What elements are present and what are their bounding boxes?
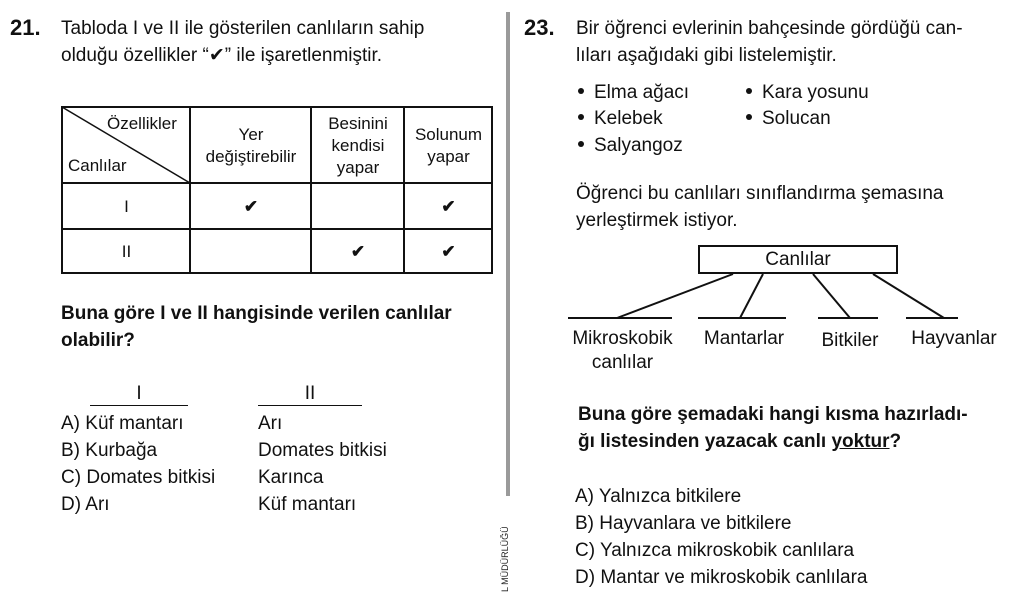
diagram-leaf-plants: Bitkiler bbox=[821, 330, 879, 351]
header-makes-food: Besinini kendisi yapar bbox=[328, 113, 388, 177]
check-mark: ✔ bbox=[243, 196, 259, 216]
bullet-icon bbox=[578, 141, 584, 147]
diagram-leaf-fungi: Mantarlar bbox=[703, 328, 785, 349]
classification-diagram-lines bbox=[560, 270, 960, 324]
question-23-stem-line1: Bir öğrenci evlerinin bahçesinde gördüğü can- bbox=[576, 18, 963, 39]
diagram-root-box: Canlılar bbox=[698, 245, 898, 274]
column-divider bbox=[506, 12, 510, 496]
question-23-stem-line2: lıları aşağıdaki gibi listelemiştir. bbox=[576, 45, 837, 66]
list-item: Solucan bbox=[746, 108, 831, 130]
column-header-II: II bbox=[258, 383, 362, 406]
question-23-para-line2: yerleştirmek istiyor. bbox=[576, 210, 738, 231]
diagram-leaf-microscopic: Mikroskobik canlılar bbox=[572, 328, 673, 373]
option-a[interactable]: A) Küf mantarı bbox=[61, 413, 184, 434]
question-21-prompt-line2: olabilir? bbox=[61, 330, 135, 351]
bullet-icon bbox=[578, 114, 584, 120]
list-item: Kelebek bbox=[578, 108, 663, 130]
option-b[interactable]: B) Hayvanlara ve bitkilere bbox=[575, 513, 792, 534]
column-header-I: I bbox=[90, 383, 188, 406]
question-21-prompt-line1: Buna göre I ve II hangisinde verilen canlılar bbox=[61, 303, 452, 324]
row-label-I: I bbox=[124, 196, 129, 216]
option-c[interactable]: C) Domates bitkisi bbox=[61, 467, 216, 488]
header-moves: Yer değiştirebilir bbox=[205, 124, 297, 166]
row-label-II: II bbox=[121, 241, 132, 261]
option-c[interactable]: C) Yalnızca mikroskobik canlılara bbox=[575, 540, 855, 561]
option-a-II: Arı bbox=[258, 413, 283, 434]
check-mark: ✔ bbox=[441, 241, 456, 261]
question-23-prompt-line2: ğı listesinden yazacak canlı yoktur? bbox=[578, 431, 902, 452]
question-21-stem-line1: Tabloda I ve II ile gösterilen canlıların sahip bbox=[61, 18, 425, 39]
corner-label-features: Özellikler bbox=[107, 114, 177, 133]
option-b-II: Domates bitkisi bbox=[258, 440, 387, 461]
list-item: Salyangoz bbox=[578, 135, 683, 157]
option-b[interactable]: B) Kurbağa bbox=[61, 440, 158, 461]
option-d[interactable]: D) Arı bbox=[61, 494, 110, 515]
option-d[interactable]: D) Mantar ve mikroskobik canlılara bbox=[575, 567, 868, 588]
bullet-icon bbox=[578, 88, 584, 94]
option-c-II: Karınca bbox=[258, 467, 324, 488]
bullet-icon bbox=[746, 88, 752, 94]
features-table bbox=[61, 106, 493, 274]
table-cell-empty bbox=[312, 184, 404, 229]
option-d-II: Küf mantarı bbox=[258, 494, 357, 515]
list-item: Elma ağacı bbox=[578, 82, 689, 104]
bullet-icon bbox=[746, 114, 752, 120]
diagram-leaf-animals: Hayvanlar bbox=[911, 328, 997, 349]
organism-list bbox=[578, 82, 898, 162]
side-margin-text: L MÜDÜRLÜĞÜ bbox=[500, 526, 510, 592]
header-respiration: Solunum yapar bbox=[414, 124, 483, 166]
question-21-number: 21. bbox=[10, 15, 41, 40]
corner-label-organisms: Canlılar bbox=[68, 156, 127, 175]
question-23-number: 23. bbox=[524, 15, 555, 40]
check-mark: ✔ bbox=[441, 196, 456, 216]
option-a[interactable]: A) Yalnızca bitkilere bbox=[575, 486, 742, 507]
check-mark: ✔ bbox=[350, 241, 366, 261]
question-23-prompt-line1: Buna göre şemadaki hangi kısma hazırladı- bbox=[578, 404, 968, 425]
table-cell-empty bbox=[191, 230, 311, 273]
question-21-stem-line2: olduğu özellikler “✔” ile işaretlenmiştir. bbox=[61, 45, 383, 66]
question-23-para-line1: Öğrenci bu canlıları sınıflandırma şemasına bbox=[576, 183, 944, 204]
list-item: Kara yosunu bbox=[746, 82, 869, 104]
underlined-word: yoktur bbox=[831, 431, 890, 452]
